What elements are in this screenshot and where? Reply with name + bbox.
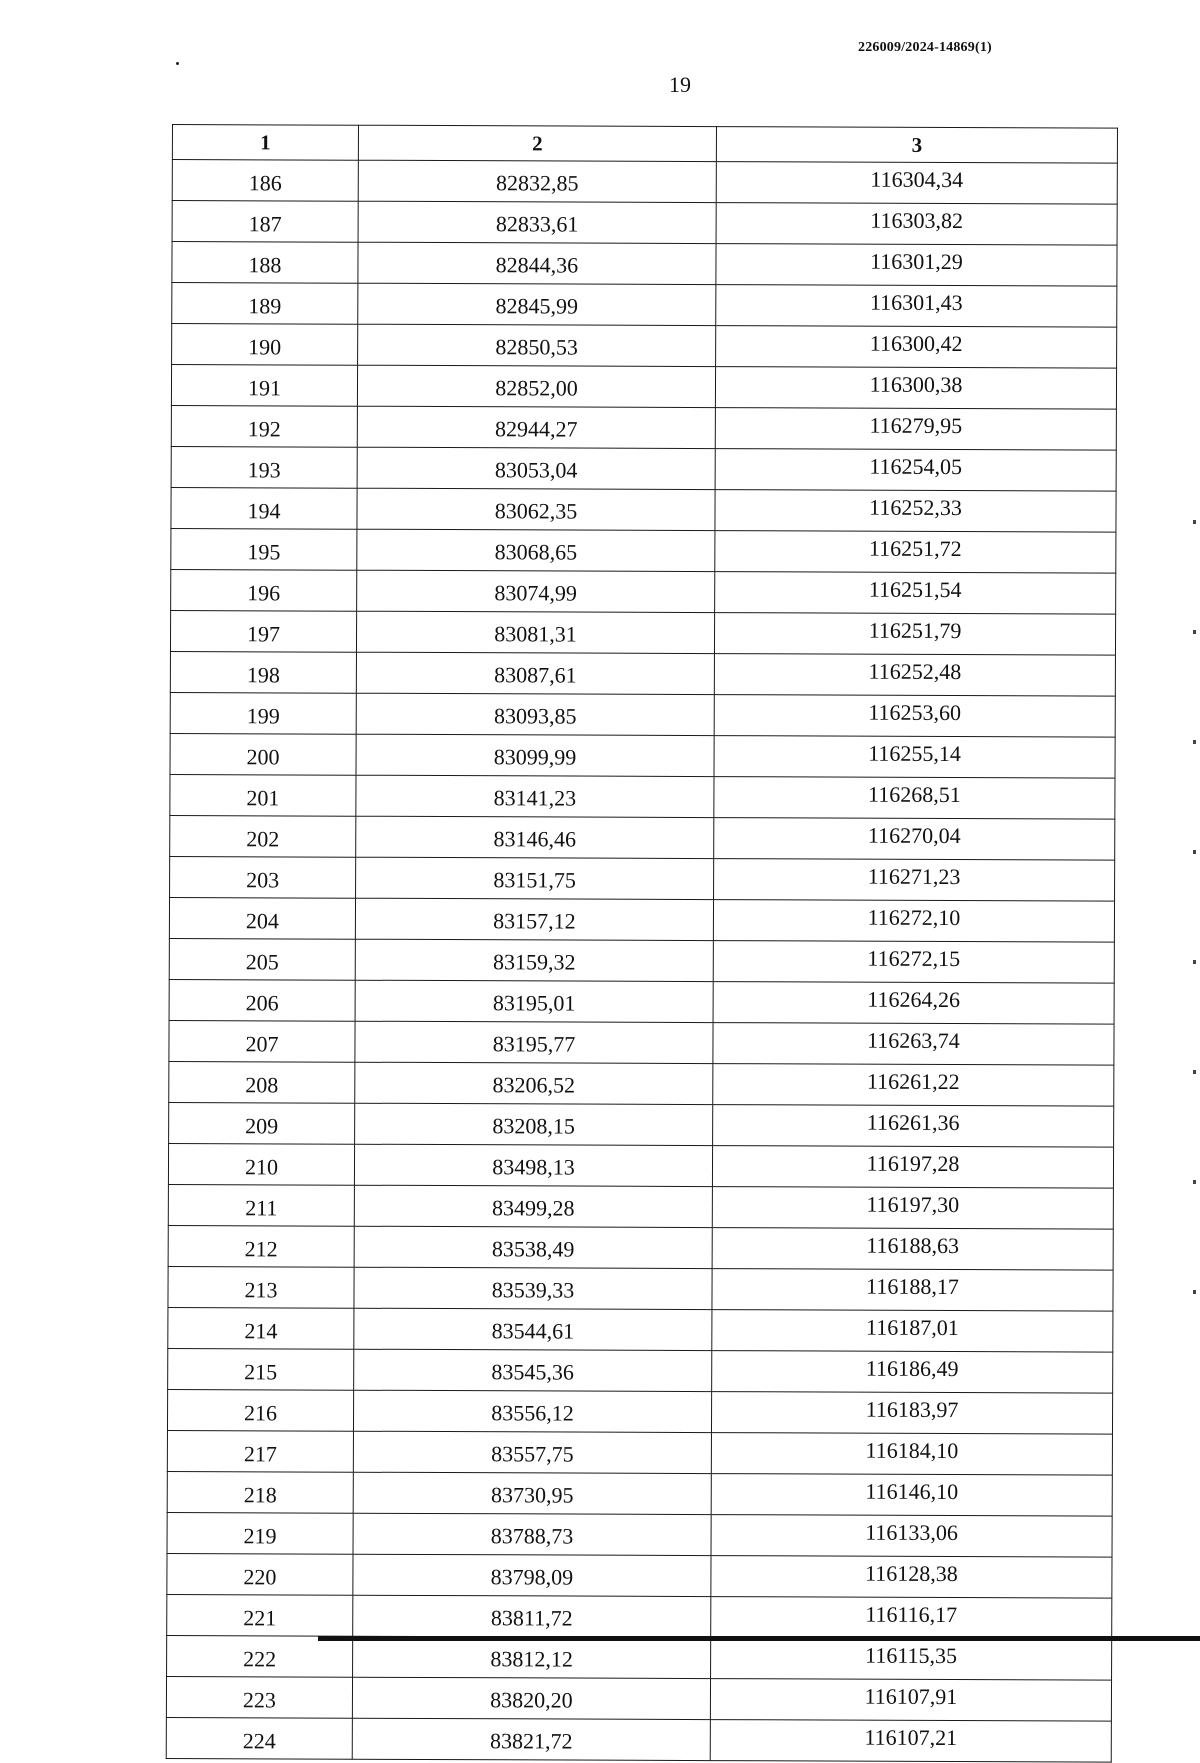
point-number-cell: 193 — [171, 446, 357, 488]
point-number-cell: 222 — [167, 1635, 353, 1677]
coordinate-x-cell: 83545,36 — [354, 1349, 712, 1391]
coordinate-x-cell: 83068,65 — [357, 529, 715, 571]
column-header-3: 3 — [716, 127, 1117, 164]
coordinate-x-cell: 83821,72 — [352, 1718, 710, 1760]
point-number-cell: 223 — [166, 1676, 352, 1718]
document-id: 226009/2024-14869(1) — [858, 40, 992, 55]
point-number-cell: 203 — [170, 856, 356, 898]
table-row — [166, 1676, 1111, 1721]
coordinate-y-cell: 116271,23 — [714, 859, 1115, 902]
coordinate-y-cell: 116303,82 — [716, 203, 1117, 246]
coordinate-x-cell: 83195,77 — [355, 1021, 713, 1063]
table-row — [168, 1266, 1113, 1311]
table-header-row — [172, 125, 1117, 164]
table-row — [171, 405, 1116, 450]
coordinate-y-cell: 116253,60 — [714, 695, 1115, 738]
table-row — [169, 1061, 1114, 1106]
table-row — [169, 897, 1114, 942]
column-header-2: 2 — [358, 125, 716, 161]
coordinate-x-cell: 83498,13 — [354, 1144, 712, 1186]
table-body — [166, 160, 1117, 1763]
coordinate-x-cell: 83208,15 — [355, 1103, 713, 1145]
point-number-cell: 186 — [172, 160, 358, 202]
coordinate-x-cell: 82852,00 — [357, 365, 715, 407]
coordinate-x-cell: 83538,49 — [354, 1226, 712, 1268]
table-row — [170, 651, 1115, 696]
point-number-cell: 215 — [168, 1348, 354, 1390]
coordinate-y-cell: 116255,14 — [714, 736, 1115, 779]
coordinate-y-cell: 116251,54 — [715, 572, 1116, 615]
table-row — [167, 1553, 1112, 1598]
point-number-cell: 202 — [170, 815, 356, 857]
coordinate-y-cell: 116304,34 — [716, 162, 1117, 205]
coordinate-x-cell: 82844,36 — [358, 242, 716, 284]
coordinate-x-cell: 83146,46 — [356, 816, 714, 858]
coordinate-y-cell: 116146,10 — [711, 1474, 1112, 1517]
coordinate-x-cell: 82845,99 — [358, 283, 716, 325]
table-row — [167, 1594, 1112, 1639]
table-row — [170, 856, 1115, 901]
point-number-cell: 188 — [172, 242, 358, 284]
coordinate-y-cell: 116254,05 — [715, 449, 1116, 492]
table-row — [170, 774, 1115, 819]
point-number-cell: 204 — [169, 897, 355, 939]
table-row — [171, 365, 1116, 410]
point-number-cell: 200 — [170, 733, 356, 775]
point-number-cell: 219 — [167, 1512, 353, 1554]
coordinate-x-cell: 83798,09 — [353, 1554, 711, 1596]
scan-speck — [176, 62, 179, 65]
coordinate-y-cell: 116268,51 — [714, 777, 1115, 820]
point-number-cell: 196 — [171, 569, 357, 611]
point-number-cell: 201 — [170, 774, 356, 816]
table-row — [172, 324, 1117, 369]
table-row — [172, 283, 1117, 328]
coordinate-y-cell: 116261,22 — [713, 1064, 1114, 1107]
coordinate-y-cell: 116251,79 — [714, 613, 1115, 656]
coordinate-x-cell: 83081,31 — [356, 611, 714, 653]
point-number-cell: 205 — [169, 938, 355, 980]
coordinate-x-cell: 83557,75 — [353, 1431, 711, 1473]
point-number-cell: 221 — [167, 1594, 353, 1636]
point-number-cell: 224 — [166, 1717, 352, 1759]
table-row — [168, 1348, 1113, 1393]
table-row — [168, 1143, 1113, 1188]
coordinate-y-cell: 116115,35 — [711, 1638, 1112, 1681]
table-row — [167, 1512, 1112, 1557]
coordinate-x-cell: 82850,53 — [358, 324, 716, 366]
coordinate-x-cell: 83151,75 — [356, 857, 714, 899]
coordinate-y-cell: 116107,21 — [710, 1720, 1111, 1763]
table-row — [168, 1225, 1113, 1270]
coordinate-y-cell: 116187,01 — [712, 1310, 1113, 1353]
point-number-cell: 192 — [171, 405, 357, 447]
table-row — [167, 1389, 1112, 1434]
point-number-cell: 220 — [167, 1553, 353, 1595]
coordinate-y-cell: 116197,28 — [712, 1146, 1113, 1189]
point-number-cell: 210 — [168, 1143, 354, 1185]
coordinate-y-cell: 116251,72 — [715, 531, 1116, 574]
point-number-cell: 218 — [167, 1471, 353, 1513]
point-number-cell: 191 — [171, 365, 357, 407]
coordinate-x-cell: 83195,01 — [355, 980, 713, 1022]
coordinate-x-cell: 83074,99 — [357, 570, 715, 612]
coordinate-y-cell: 116188,17 — [712, 1269, 1113, 1312]
coordinate-x-cell: 83206,52 — [355, 1062, 713, 1104]
table-row — [172, 242, 1117, 287]
point-number-cell: 213 — [168, 1266, 354, 1308]
point-number-cell: 211 — [168, 1184, 354, 1226]
coordinate-x-cell: 83159,32 — [355, 939, 713, 981]
table-row — [171, 487, 1116, 532]
coordinate-y-cell: 116133,06 — [711, 1515, 1112, 1558]
coordinate-x-cell: 82832,85 — [358, 160, 716, 202]
table-row — [172, 160, 1117, 205]
point-number-cell: 197 — [170, 610, 356, 652]
table-row — [167, 1471, 1112, 1516]
table-row — [171, 528, 1116, 573]
coordinate-x-cell: 83556,12 — [353, 1390, 711, 1432]
coordinate-y-cell: 116197,30 — [712, 1187, 1113, 1230]
point-number-cell: 207 — [169, 1020, 355, 1062]
coordinate-y-cell: 116279,95 — [715, 408, 1116, 451]
coordinates-table-container — [166, 124, 1117, 1763]
coordinate-y-cell: 116300,38 — [715, 367, 1116, 410]
point-number-cell: 194 — [171, 487, 357, 529]
coordinate-y-cell: 116188,63 — [712, 1228, 1113, 1271]
table-row — [169, 1020, 1114, 1065]
coordinate-x-cell: 83053,04 — [357, 447, 715, 489]
point-number-cell: 217 — [167, 1430, 353, 1472]
coordinate-x-cell: 83099,99 — [356, 734, 714, 776]
coordinate-x-cell: 83093,85 — [356, 693, 714, 735]
coordinate-x-cell: 82944,27 — [357, 406, 715, 448]
scan-bottom-bar — [318, 1636, 1200, 1641]
table-row — [172, 201, 1117, 246]
scan-edge-marks — [1193, 480, 1196, 1380]
coordinate-y-cell: 116272,10 — [713, 900, 1114, 943]
coordinate-x-cell: 83788,73 — [353, 1513, 711, 1555]
table-row — [166, 1717, 1111, 1762]
point-number-cell: 199 — [170, 692, 356, 734]
column-header-1: 1 — [172, 125, 358, 161]
coordinate-y-cell: 116300,42 — [716, 326, 1117, 369]
coordinate-x-cell: 83812,12 — [353, 1636, 711, 1678]
coordinate-x-cell: 83141,23 — [356, 775, 714, 817]
coordinate-y-cell: 116263,74 — [713, 1023, 1114, 1066]
coordinate-y-cell: 116270,04 — [714, 818, 1115, 861]
coordinate-y-cell: 116107,91 — [710, 1679, 1111, 1722]
coordinate-x-cell: 83157,12 — [355, 898, 713, 940]
point-number-cell: 216 — [167, 1389, 353, 1431]
coordinate-x-cell: 83062,35 — [357, 488, 715, 530]
table-row — [167, 1635, 1112, 1680]
point-number-cell: 189 — [172, 283, 358, 325]
coordinate-y-cell: 116252,48 — [714, 654, 1115, 697]
point-number-cell: 214 — [168, 1307, 354, 1349]
coordinate-y-cell: 116128,38 — [711, 1556, 1112, 1599]
table-row — [170, 692, 1115, 737]
point-number-cell: 198 — [170, 651, 356, 693]
table-row — [169, 938, 1114, 983]
coordinate-y-cell: 116184,10 — [711, 1433, 1112, 1476]
table-row — [170, 815, 1115, 860]
table-row — [169, 1102, 1114, 1147]
table-row — [171, 569, 1116, 614]
coordinate-x-cell: 83539,33 — [354, 1267, 712, 1309]
point-number-cell: 206 — [169, 979, 355, 1021]
coordinates-table — [166, 124, 1118, 1763]
table-row — [168, 1184, 1113, 1229]
table-header — [172, 125, 1117, 164]
coordinate-y-cell: 116301,29 — [716, 244, 1117, 287]
table-row — [170, 610, 1115, 655]
coordinate-x-cell: 83544,61 — [354, 1308, 712, 1350]
coordinate-y-cell: 116272,15 — [713, 941, 1114, 984]
table-row — [171, 446, 1116, 491]
point-number-cell: 208 — [169, 1061, 355, 1103]
coordinate-y-cell: 116301,43 — [716, 285, 1117, 328]
coordinate-y-cell: 116252,33 — [715, 490, 1116, 533]
coordinate-y-cell: 116183,97 — [711, 1392, 1112, 1435]
coordinate-x-cell: 83087,61 — [356, 652, 714, 694]
coordinate-x-cell: 83499,28 — [354, 1185, 712, 1227]
coordinate-y-cell: 116186,49 — [712, 1351, 1113, 1394]
coordinate-y-cell: 116261,36 — [713, 1105, 1114, 1148]
coordinate-y-cell: 116116,17 — [711, 1597, 1112, 1640]
table-row — [168, 1307, 1113, 1352]
coordinate-x-cell: 82833,61 — [358, 201, 716, 243]
coordinate-y-cell: 116264,26 — [713, 982, 1114, 1025]
coordinate-x-cell: 83811,72 — [353, 1595, 711, 1637]
point-number-cell: 190 — [172, 324, 358, 366]
point-number-cell: 195 — [171, 528, 357, 570]
point-number-cell: 187 — [172, 201, 358, 243]
table-row — [167, 1430, 1112, 1475]
table-row — [170, 733, 1115, 778]
table-row — [169, 979, 1114, 1024]
point-number-cell: 212 — [168, 1225, 354, 1267]
coordinate-x-cell: 83730,95 — [353, 1472, 711, 1514]
coordinate-x-cell: 83820,20 — [352, 1677, 710, 1719]
page-number: 19 — [669, 72, 691, 97]
point-number-cell: 209 — [169, 1102, 355, 1144]
